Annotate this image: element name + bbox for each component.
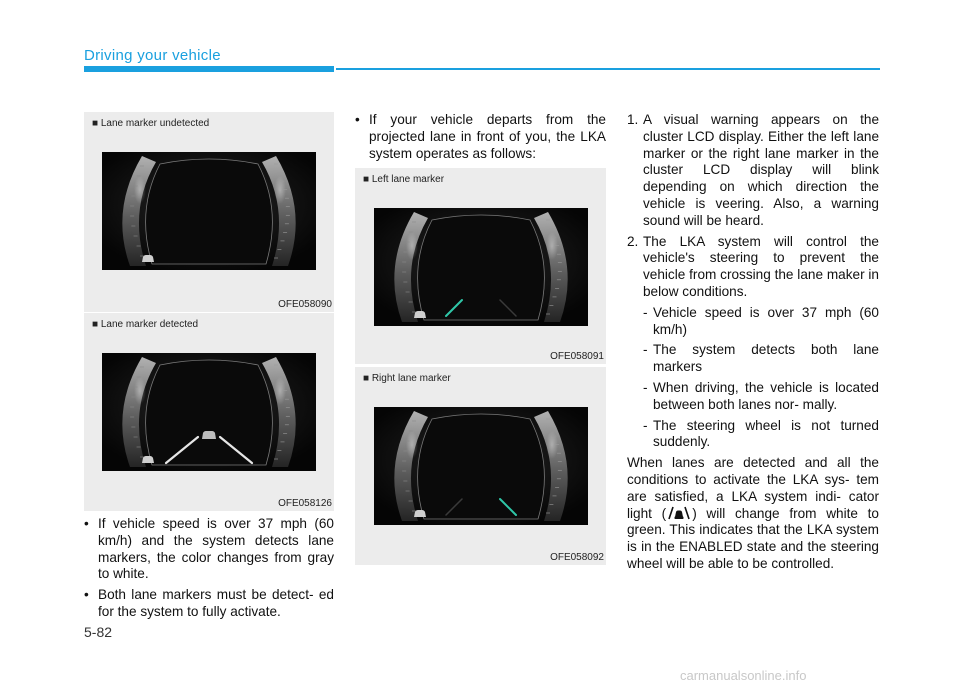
figure-code: OFE058091	[550, 351, 604, 362]
figure-caption: ■ Right lane marker	[363, 373, 451, 384]
condition-item: - Vehicle speed is over 37 mph (60 km/h)	[643, 304, 879, 337]
cluster-display	[102, 152, 316, 270]
figure-caption: ■ Left lane marker	[363, 174, 445, 185]
figure-code: OFE058092	[550, 552, 604, 563]
lka-indicator-paragraph: When lanes are detected and all the conditions to activate the LKA sys- tem are satisfied, a LKA system indi- cator light ( ) will change from white to green. This indicates that the LKA system is in the ENABLED state and the steering wheel will be able to be controlled.	[627, 455, 879, 571]
column-1-text	[84, 516, 334, 625]
figure-caption: ■ Lane marker undetected	[92, 118, 210, 129]
numbered-item: 2. The LKA system will control the vehicle's steering to prevent the vehicle from crossing the lane maker in below conditions.	[627, 233, 879, 299]
figure-code: OFE058126	[278, 498, 332, 509]
watermark: carmanualsonline.info	[680, 668, 807, 683]
cluster-display	[102, 353, 316, 471]
column-3-text	[627, 112, 879, 573]
lka-indicator-icon	[666, 506, 692, 520]
column-2-text	[355, 112, 606, 166]
figure-lane-detected	[84, 313, 334, 511]
figure-code: OFE058090	[278, 299, 332, 310]
figure-right-lane	[355, 367, 606, 565]
header-rule-thin	[336, 68, 880, 70]
page-number: 5-82	[84, 624, 113, 640]
header-rule-thick	[84, 66, 334, 72]
cluster-display	[374, 208, 588, 326]
bullet-item: • If vehicle speed is over 37 mph (60 km/h) and the system detects lane markers, the color changes from gray to white.	[84, 516, 334, 582]
figure-caption: ■ Lane marker detected	[92, 319, 199, 330]
figure-left-lane	[355, 168, 606, 364]
figure-lane-undetected	[84, 112, 334, 312]
bullet-item: • If your vehicle departs from the projected lane in front of you, the LKA system operates as follows:	[355, 112, 606, 161]
section-title: Driving your vehicle	[84, 47, 221, 64]
cluster-display	[374, 407, 588, 525]
numbered-item: 1. A visual warning appears on the cluster LCD display. Either the left lane marker or the right lane marker in the cluster LCD display will blink depending on which direction the vehicle is veering. Also, a warning sound will be heard.	[627, 112, 879, 228]
condition-item: - When driving, the vehicle is located between both lanes nor- mally.	[643, 379, 879, 412]
condition-item: - The steering wheel is not turned suddenly.	[643, 417, 879, 450]
bullet-item: • Both lane markers must be detect- ed for the system to fully activate.	[84, 587, 334, 619]
condition-item: - The system detects both lane markers	[643, 342, 879, 375]
